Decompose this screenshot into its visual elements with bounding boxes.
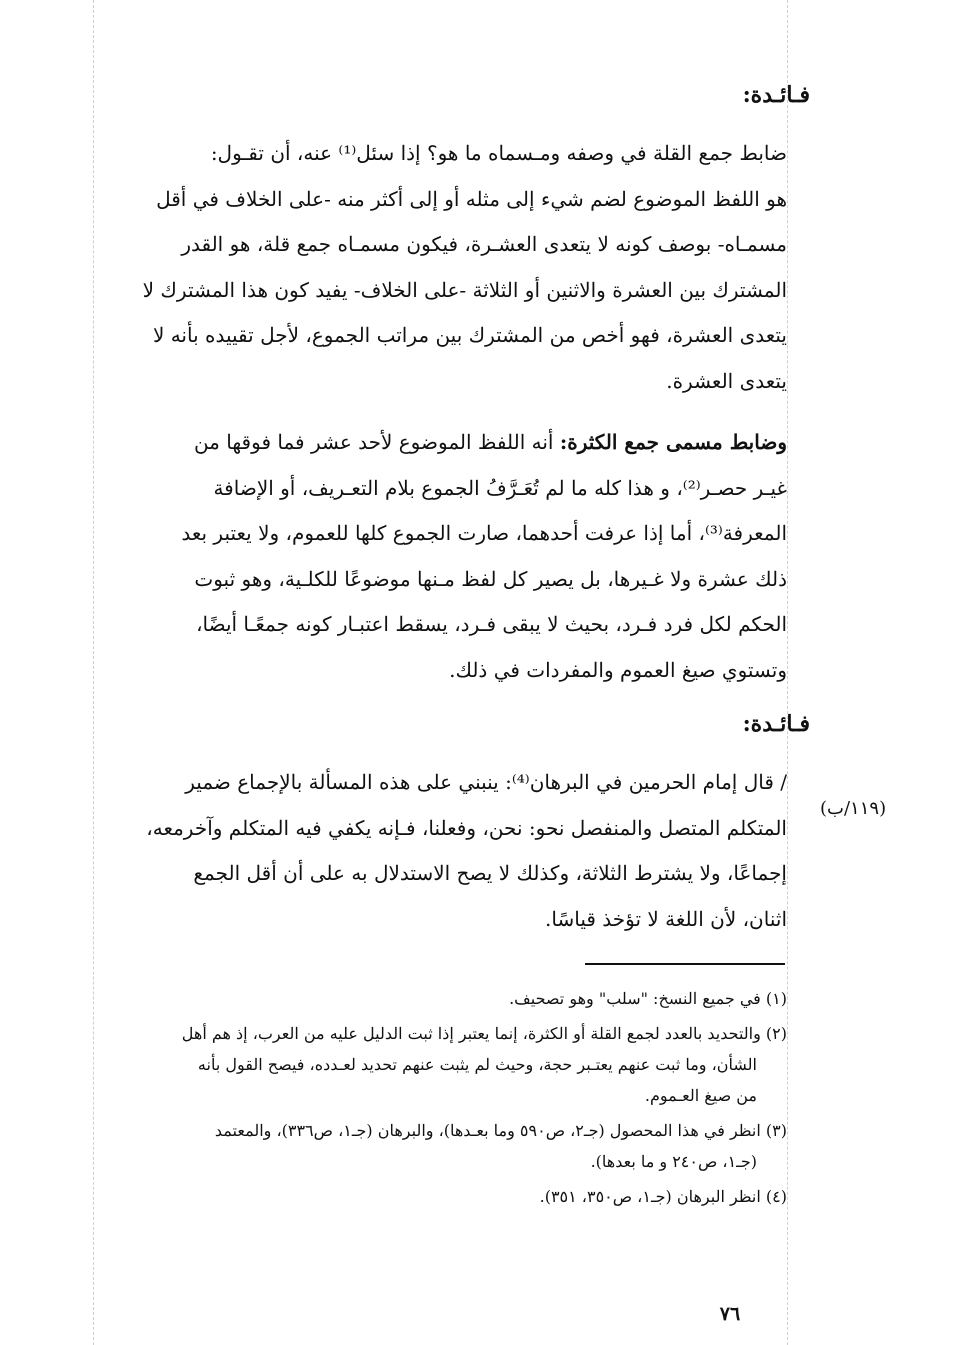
text-line: / قال إمام الحرمين في البرهان⁽⁴⁾: ينبني على هذه المسألة بالإجماع ضمير: [185, 770, 787, 794]
text-line: غيـر حصـر⁽²⁾، و هذا كله ما لم تُعَـرَّفُ الجموع بلام التعـريف، أو الإضافة: [213, 475, 787, 500]
bold-lead: وضابط مسمى جمع الكثرة:: [559, 430, 787, 454]
text-line: مسمـاه- بوصف كونه لا يتعدى العشـرة، فيكون مسمـاه جمع قلة، هو القدر: [181, 232, 787, 256]
footnote-line: (٤) انظر البرهان (جـ١، ص٣٥٠، ٣٥١).: [539, 1187, 787, 1206]
paragraph-haramayn: [78, 760, 787, 942]
footnote-line: الشأن، وما ثبت عنهم يعتـبر حجة، وحيث لم يثبت عنهم تحديد لعـدده، فيصح القول بأنه: [197, 1055, 757, 1074]
footnote-line: (٣) انظر في هذا المحصول (جـ٢، ص٥٩٠ وما بعـدها)، والبرهان (جـ١، ص٣٣٦)، والمعتمد: [214, 1121, 787, 1140]
text-line: [78, 420, 787, 466]
footnote-4: [78, 1181, 787, 1212]
footnote-line: من صيغ العـموم.: [644, 1086, 757, 1105]
text-line: يتعدى العشرة، فهو أخص من المشترك بين مراتب الجموع، لأجل تقييده بأنه لا: [152, 323, 787, 347]
footnotes: [78, 983, 787, 1216]
footnote-line: (٢) والتحديد بالعدد لجمع القلة أو الكثرة، إنما يعتبر إذا ثبت الدليل عليه من العرب، إذ هم أهل: [181, 1024, 787, 1043]
heading-faida-2: فـائـدة:: [742, 711, 810, 737]
text-line: ضابط جمع القلة في وصفه ومـسماه ما هو؟ إذا سئل⁽¹⁾ عنه، أن تقـول:: [210, 141, 787, 165]
footnote-line: (١) في جميع النسخ: "سلب" وهو تصحيف.: [509, 989, 787, 1008]
paragraph-kathra: [78, 420, 787, 693]
text-line: وتستوي صيغ العموم والمفردات في ذلك.: [449, 657, 787, 682]
text-line: ذلك عشرة ولا غـيرها، بل يصير كل لفظ مـنها موضوعًا للكلـية، وهو ثبوت: [194, 566, 787, 591]
text-line: يتعدى العشرة.: [666, 368, 787, 393]
footnote-1: [78, 983, 787, 1014]
manuscript-folio-note: (١١٩/ب): [820, 798, 887, 819]
paragraph-qilla: [78, 131, 787, 404]
text-line: المتكلم المتصل والمنفصل نحو: نحن، وفعلنا، فـإنه يكفي فيه المتكلم وآخرمعه،: [146, 815, 787, 840]
heading-faida-1: فـائـدة:: [742, 82, 810, 108]
text-run: أنه اللفظ الموضوع لأحد عشر فما فوقها من: [193, 430, 560, 454]
footnote-line: (جـ١، ص٢٤٠ و ما بعدها).: [590, 1152, 757, 1171]
text-line: المعرفة⁽³⁾، أما إذا عرفت أحدهما، صارت الجموع كلها للعموم، ولا يعتبر بعد: [181, 521, 787, 545]
text-line: اثنان، لأن اللغة لا تؤخذ قياسًا.: [545, 906, 787, 931]
text-line: هو اللفظ الموضوع لضم شيء إلى مثله أو إلى أكثر منه -على الخلاف في أقل: [156, 186, 787, 211]
page-number: ٧٦: [719, 1303, 741, 1325]
text-line: المشترك بين العشرة والاثنين أو الثلاثة -على الخلاف- يفيد كون هذا المشترك لا: [142, 277, 787, 302]
scan-artifact-line: [787, 0, 788, 1345]
text-line: الحكم لكل فرد فـرد، بحيث لا يبقى فـرد، يسقط اعتبـار كونه جمعًـا أيضًا،: [196, 612, 787, 636]
text-line: إجماعًا، ولا يشترط الثلاثة، وكذلك لا يصح الاستدلال به على أن أقل الجمع: [193, 861, 787, 885]
footnote-separator: [585, 963, 785, 965]
footnote-2: [78, 1018, 787, 1111]
footnote-3: [78, 1115, 787, 1177]
